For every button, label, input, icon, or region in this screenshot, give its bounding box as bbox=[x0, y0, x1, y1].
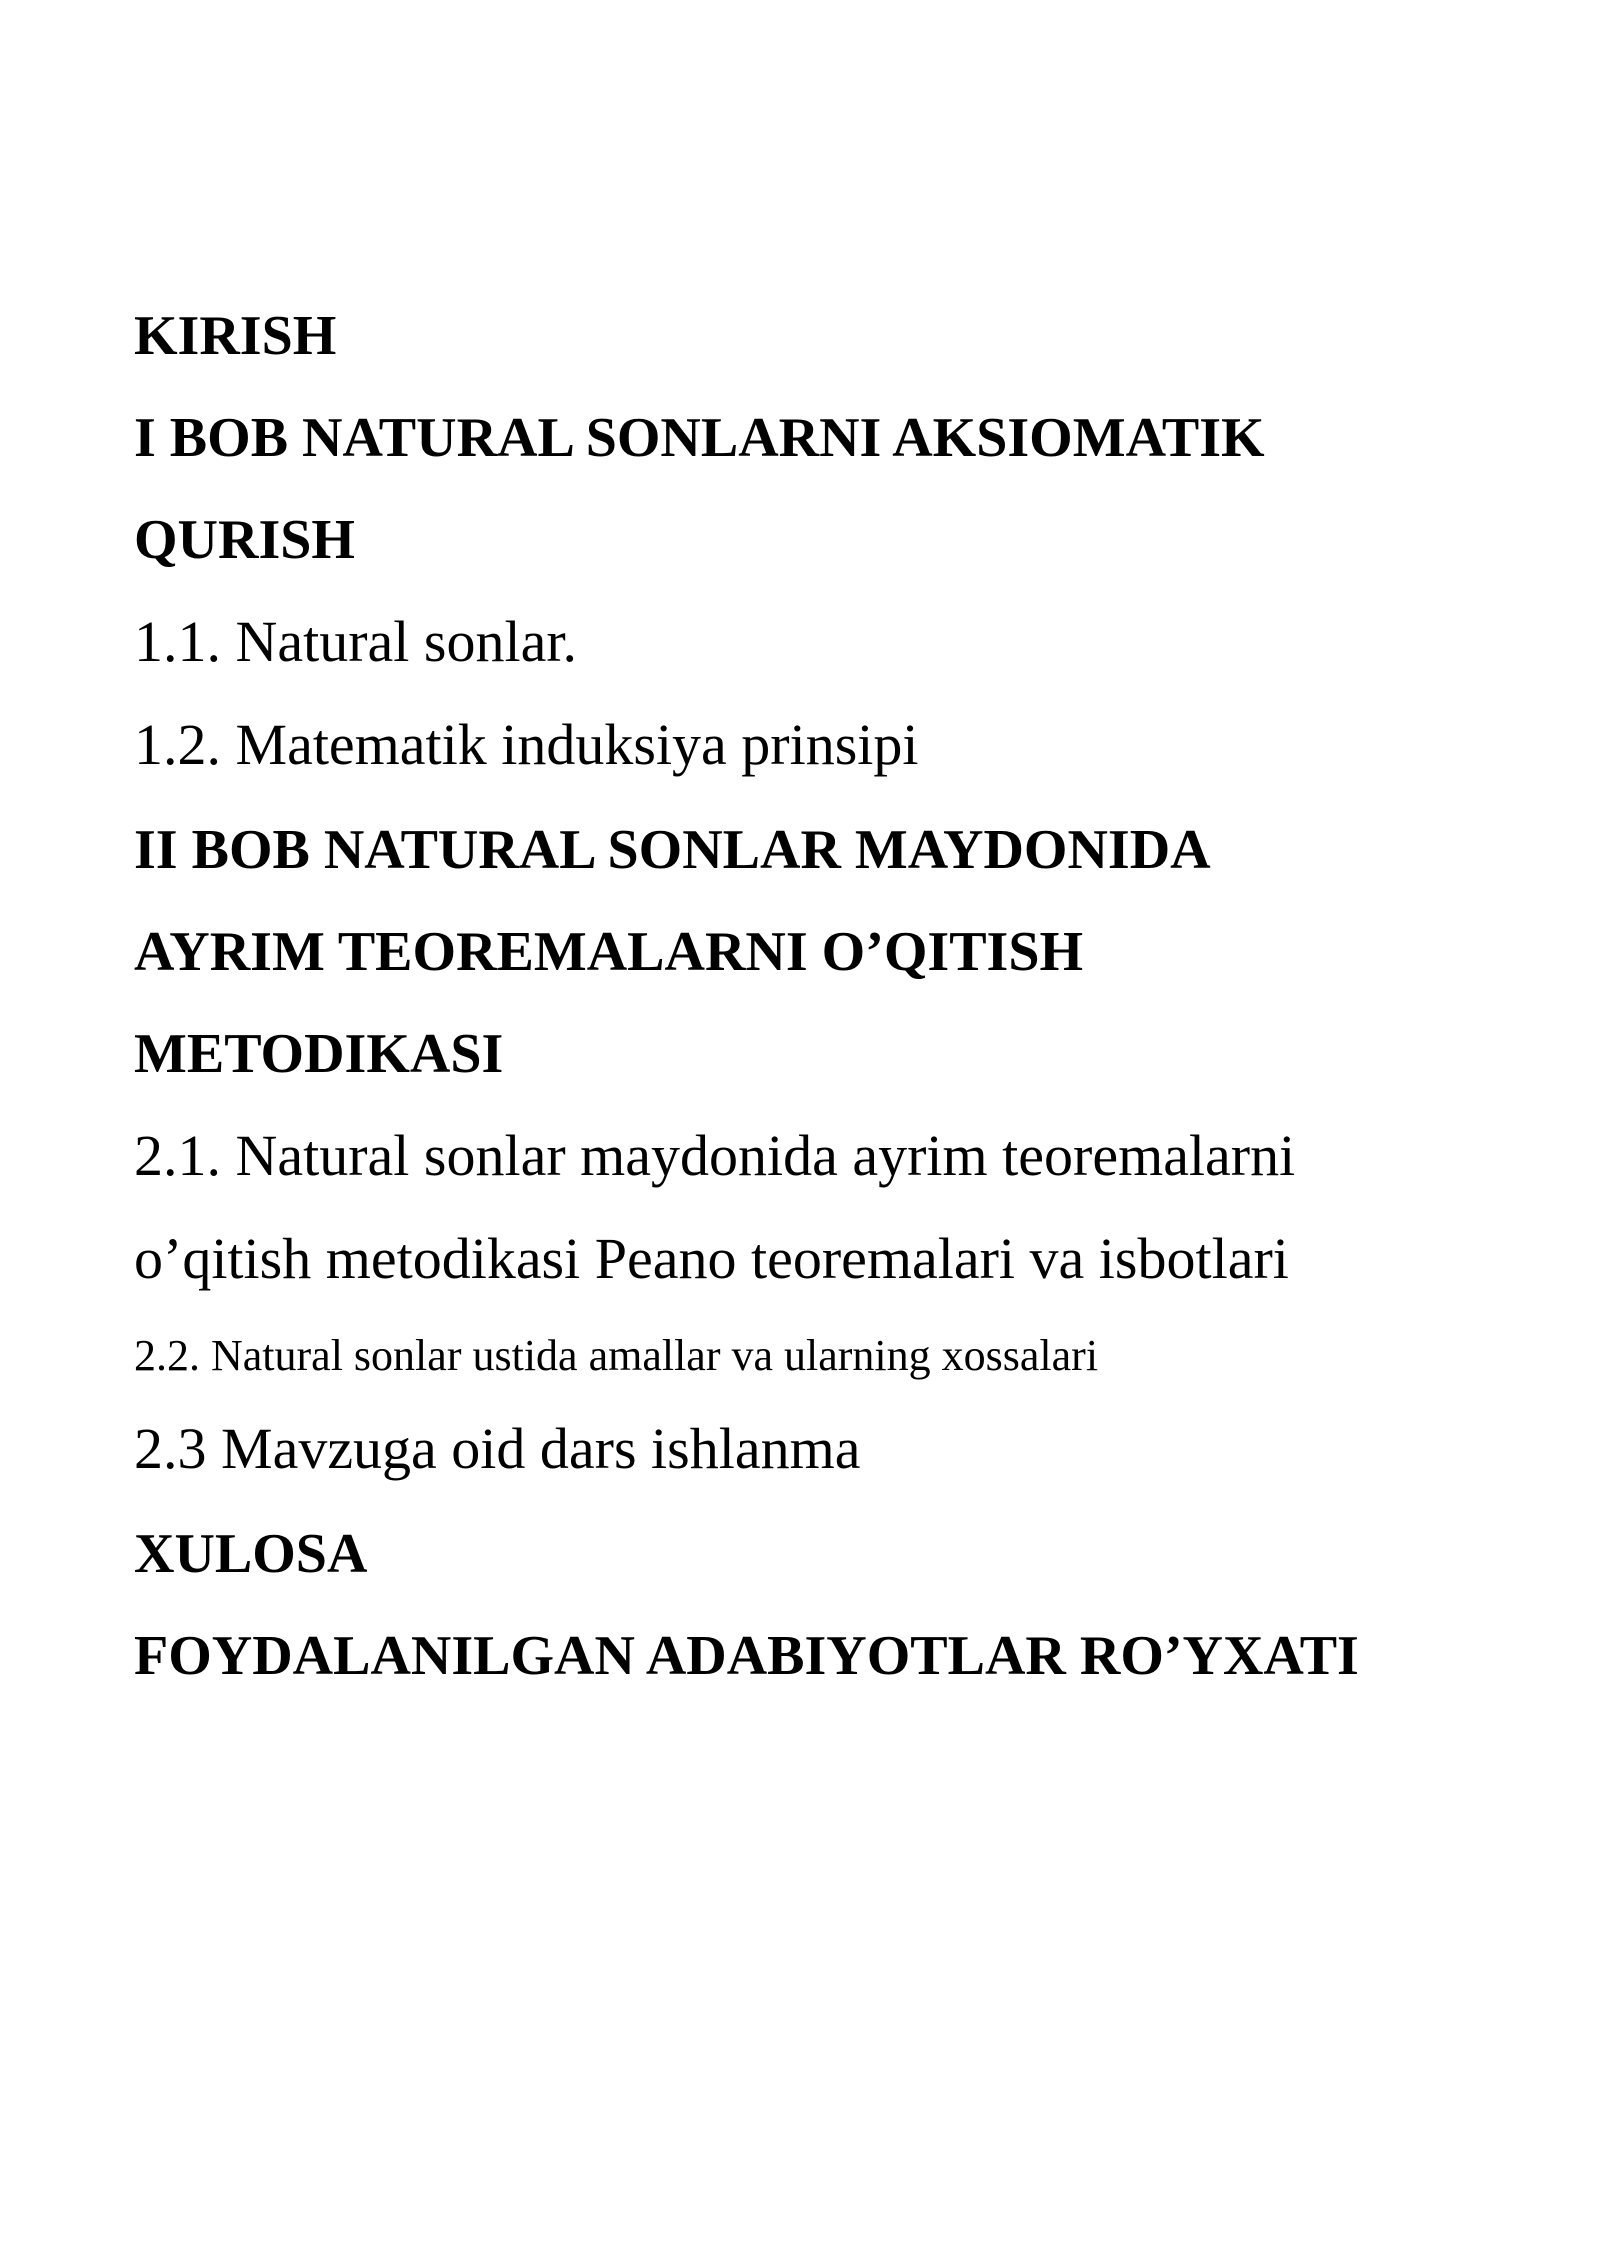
toc-chapter-2-title-line-2: AYRIM TEOREMALARNI O’QITISH bbox=[134, 921, 1084, 983]
toc-chapter-2-title-line-3: METODIKASI bbox=[134, 1023, 504, 1085]
toc-heading-adabiyotlar: FOYDALANILGAN ADABIYOTLAR RO’YXATI bbox=[134, 1625, 1359, 1687]
toc-heading-kirish: KIRISH bbox=[134, 305, 337, 367]
toc-chapter-1-title-line-2: QURISH bbox=[134, 509, 355, 571]
toc-section-2-1-line-2: o’qitish metodikasi Peano teoremalari va isbotlari bbox=[134, 1226, 1289, 1291]
toc-section-2-2: 2.2. Natural sonlar ustida amallar va ularning xossalari bbox=[134, 1331, 1099, 1380]
toc-chapter-1-title-line-1: I BOB NATURAL SONLARNI AKSIOMATIK bbox=[134, 407, 1265, 469]
toc-section-2-3: 2.3 Mavzuga oid dars ishlanma bbox=[134, 1416, 861, 1481]
toc-heading-xulosa: XULOSA bbox=[134, 1523, 368, 1585]
toc-section-1-2: 1.2. Matematik induksiya prinsipi bbox=[134, 712, 919, 777]
toc-section-2-1-line-1: 2.1. Natural sonlar maydonida ayrim teoremalarni bbox=[134, 1123, 1296, 1188]
toc-section-1-1: 1.1. Natural sonlar. bbox=[134, 609, 577, 674]
toc-chapter-2-title-line-1: II BOB NATURAL SONLAR MAYDONIDA bbox=[134, 819, 1211, 881]
